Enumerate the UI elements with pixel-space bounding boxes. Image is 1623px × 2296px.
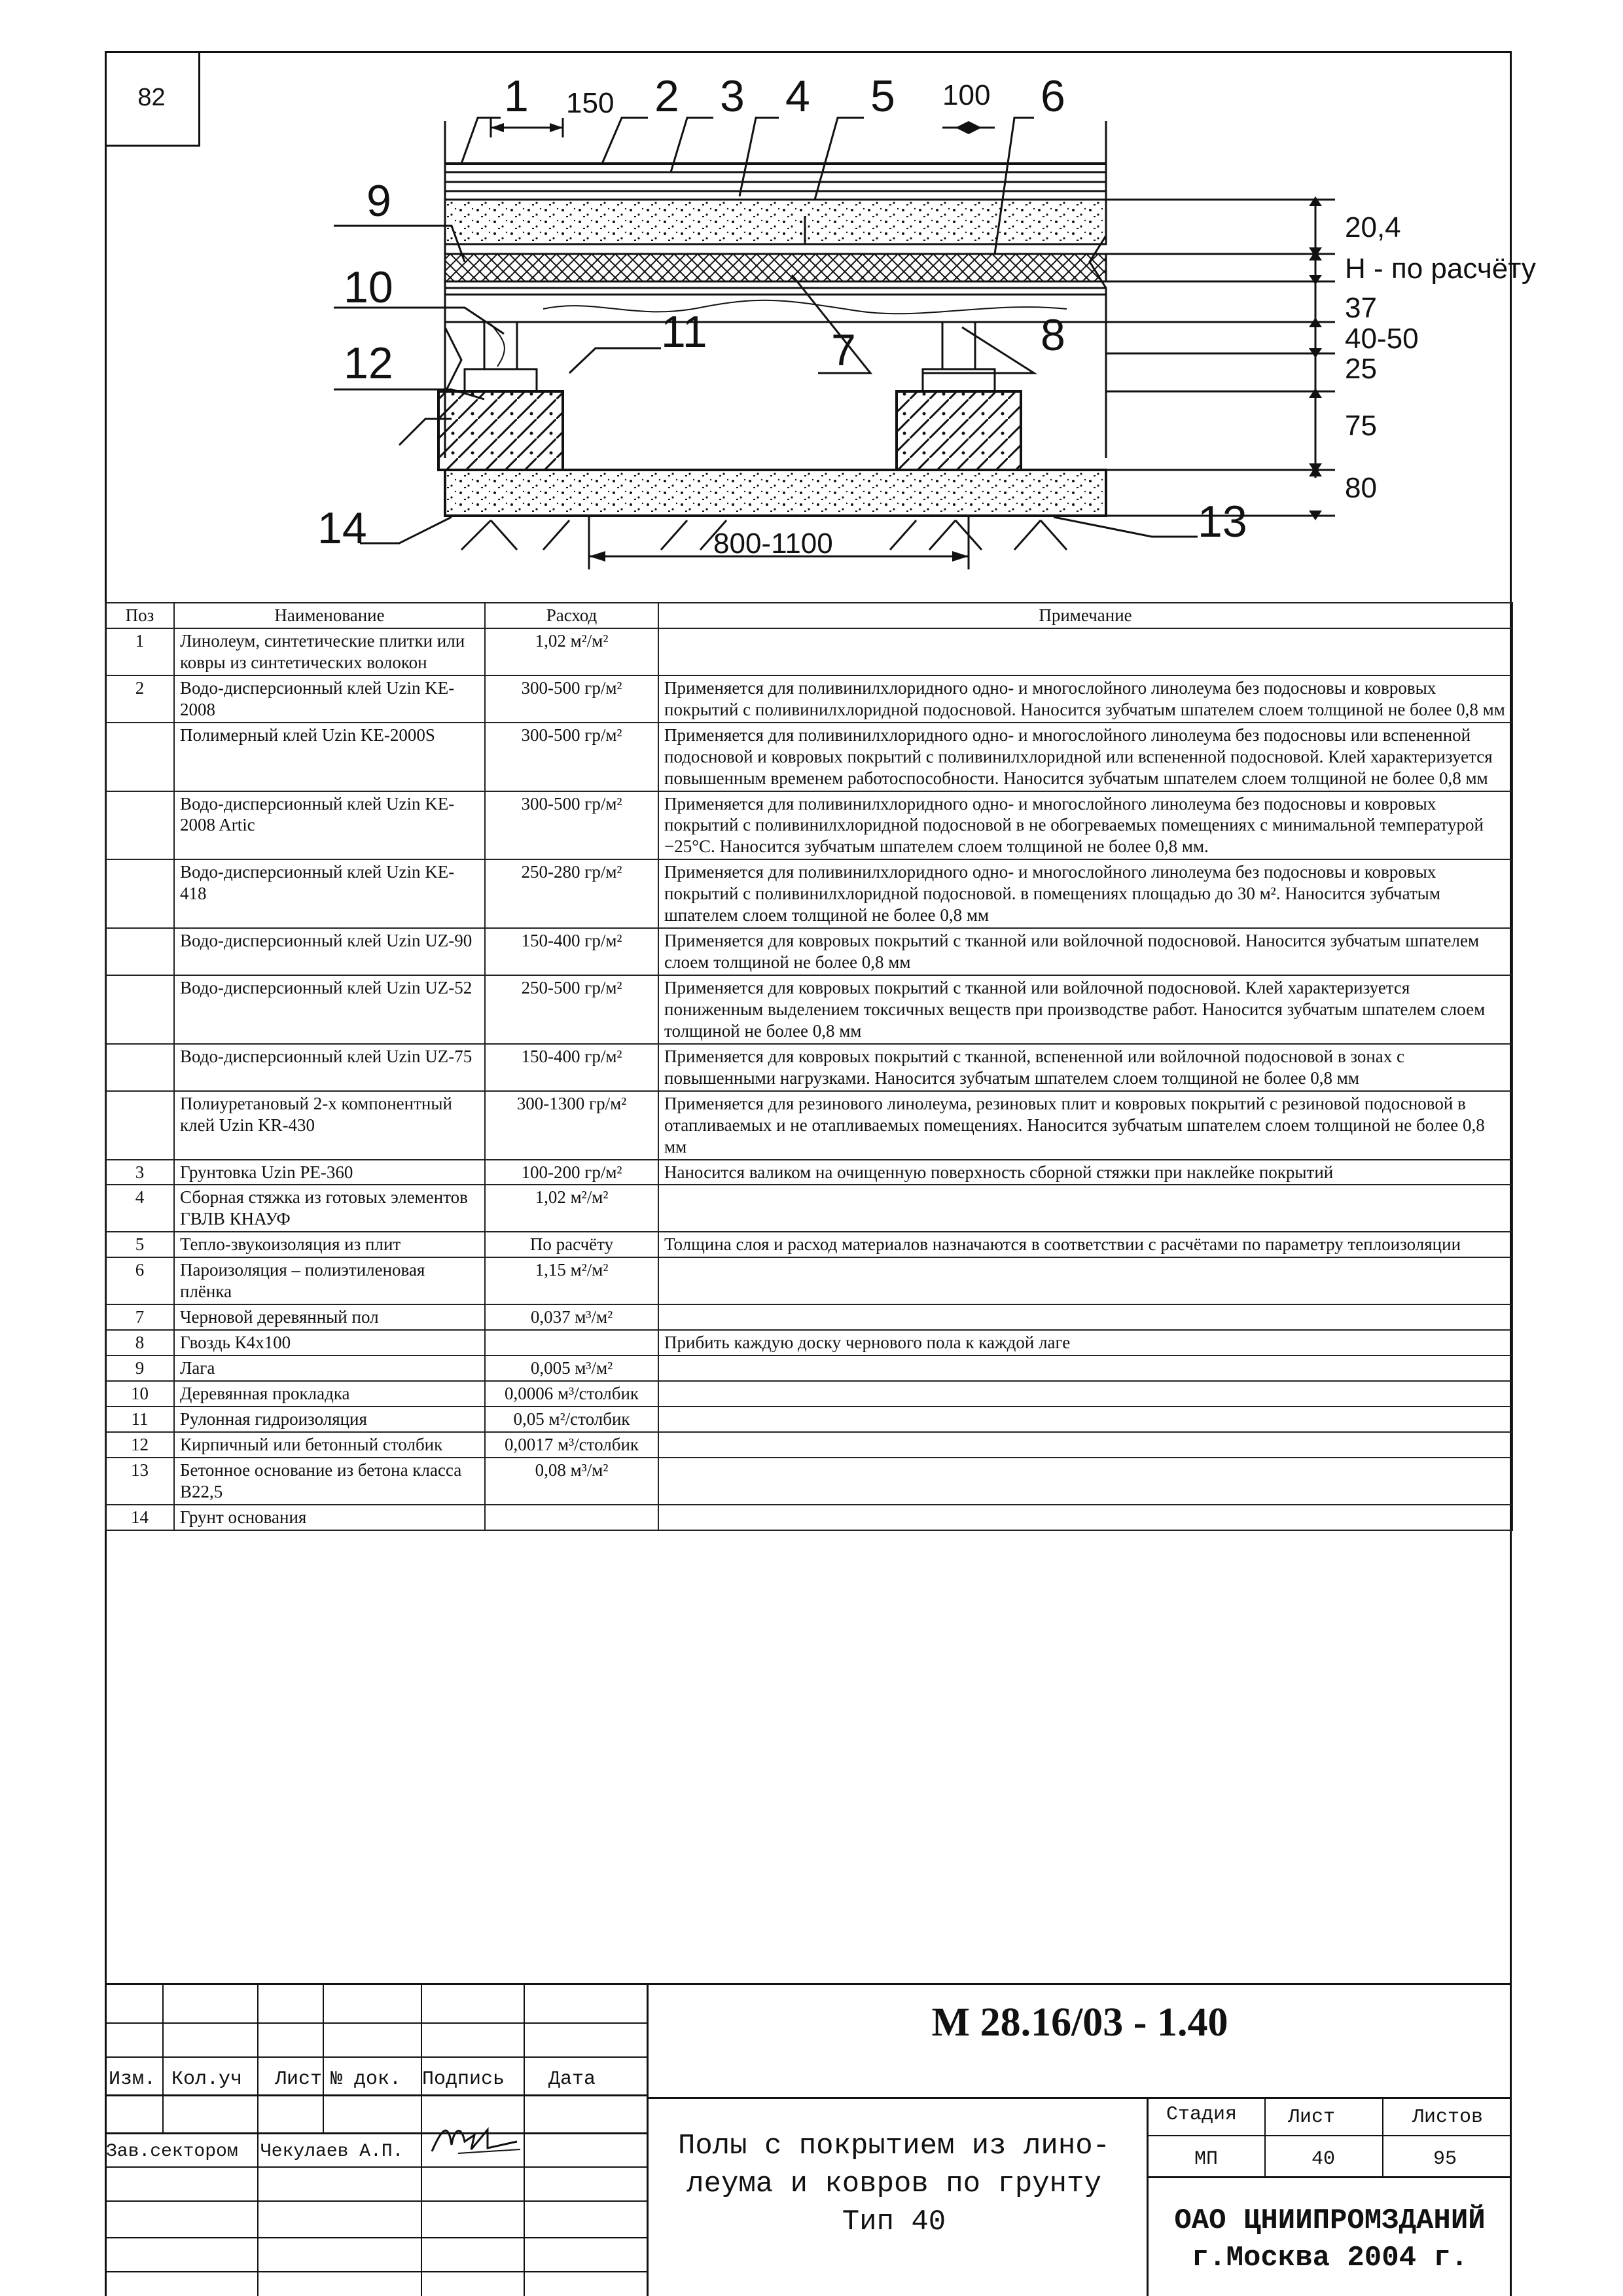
cell-pos: 4 — [105, 1185, 174, 1232]
cell-name: Водо-дисперсионный клей Uzin KE-2008 — [174, 675, 485, 723]
cell-name: Кирпичный или бетонный столбик — [174, 1432, 485, 1458]
stamp-col-date: Дата — [548, 2068, 596, 2090]
cell-consumption: 300-500 гр/м² — [485, 723, 658, 791]
callout-9: 9 — [366, 176, 391, 226]
stamp-row-line — [105, 2056, 648, 2058]
sheet-header: Лист — [1288, 2106, 1336, 2128]
cell-name: Лага — [174, 1355, 485, 1381]
stamp-row-line — [1147, 2176, 1512, 2178]
cell-note: Применяется для поливинилхлоридного одно- и многослойного линолеума без подосновы и ковровых покрытий с поливинилхлоридной подосновой. Наносится зубчатым шпателем слоем толщиной не более 0,8 мм — [658, 675, 1512, 723]
table-row — [105, 1185, 1512, 1232]
organization — [1147, 2202, 1513, 2277]
stamp-col-list: Лист — [275, 2068, 323, 2090]
table-header-row — [105, 603, 1512, 628]
cell-pos: 9 — [105, 1355, 174, 1381]
dim-800-1100: 800-1100 — [713, 528, 833, 560]
cell-pos: 14 — [105, 1505, 174, 1530]
sheets-value: 95 — [1433, 2148, 1457, 2170]
callout-2: 2 — [654, 71, 679, 121]
cell-pos: 3 — [105, 1160, 174, 1185]
table-row — [105, 1232, 1512, 1257]
table-row — [105, 928, 1512, 975]
layer-dim-40-50: 40-50 — [1345, 323, 1419, 355]
table-row — [105, 1257, 1512, 1304]
cell-consumption: 250-500 гр/м² — [485, 975, 658, 1044]
cell-consumption: 150-400 гр/м² — [485, 1044, 658, 1091]
callout-11: 11 — [661, 307, 707, 357]
table-row — [105, 628, 1512, 675]
cell-note: Применяется для резинового линолеума, резиновых плит и ковровых покрытий с резиновой подосновой в отапливаемых и не отапливаемых помещениях. Наносится зубчатым шпателем слоем толщиной не более 0,8 мм — [658, 1091, 1512, 1160]
cell-name: Рулонная гидроизоляция — [174, 1407, 485, 1432]
cell-pos — [105, 859, 174, 928]
stamp-person: Чекулаев А.П. — [260, 2142, 404, 2162]
stamp-col-line — [1264, 2097, 1266, 2177]
cell-name: Грунтовка Uzin PE-360 — [174, 1160, 485, 1185]
callout-6: 6 — [1041, 71, 1065, 121]
dim-100: 100 — [942, 79, 991, 111]
callout-14: 14 — [317, 503, 367, 553]
org-line-1: ОАО ЦНИИПРОМЗДАНИЙ — [1174, 2204, 1486, 2237]
layer-dim-h: Н - по расчёту — [1345, 253, 1536, 285]
table-row — [105, 791, 1512, 860]
cell-note — [658, 1257, 1512, 1304]
cell-pos: 11 — [105, 1407, 174, 1432]
cell-consumption: 0,0006 м³/столбик — [485, 1381, 658, 1407]
cell-consumption: 300-500 гр/м² — [485, 675, 658, 723]
table-row — [105, 1407, 1512, 1432]
cell-note: Применяется для ковровых покрытий с тканной, вспененной или войлочной подосновой в зонах с повышенными нагрузками. Наносится зубчатым шпателем слоем толщиной не более 0,8 мм — [658, 1044, 1512, 1091]
table-row — [105, 1355, 1512, 1381]
callout-5: 5 — [870, 71, 895, 121]
callout-13: 13 — [1198, 497, 1247, 547]
stamp-row-line — [105, 2094, 648, 2096]
cell-consumption: 1,02 м²/м² — [485, 628, 658, 675]
cell-note: Наносится валиком на очищенную поверхность сборной стяжки при наклейке покрытий — [658, 1160, 1512, 1185]
cell-consumption: 1,15 м²/м² — [485, 1257, 658, 1304]
stamp-col-izm: Изм. — [109, 2068, 156, 2090]
title-line-2: леума и ковров по грунту — [687, 2168, 1101, 2201]
layer-dim-25: 25 — [1345, 353, 1377, 385]
callout-7: 7 — [831, 325, 856, 375]
callout-10: 10 — [344, 262, 393, 312]
cell-name: Водо-дисперсионный клей Uzin UZ-75 — [174, 1044, 485, 1091]
page-number: 82 — [105, 51, 200, 147]
callout-1: 1 — [504, 71, 529, 121]
cell-name: Линолеум, синтетические плитки или ковры из синтетических волокон — [174, 628, 485, 675]
table-row — [105, 1505, 1512, 1530]
title-line-3: Тип 40 — [842, 2206, 946, 2239]
document-code: М 28.16/03 - 1.40 — [931, 2000, 1228, 2045]
signature — [425, 2115, 524, 2161]
table-row — [105, 723, 1512, 791]
cell-note: Применяется для ковровых покрытий с тканной или войлочной подосновой. Наносится зубчатым шпателем слоем толщиной не более 0,8 мм — [658, 928, 1512, 975]
stamp-col-kol: Кол.уч — [171, 2068, 243, 2090]
cell-pos: 2 — [105, 675, 174, 723]
cell-pos — [105, 791, 174, 860]
cell-name: Полиуретановый 2-х компонентный клей Uzin KR-430 — [174, 1091, 485, 1160]
cell-name: Водо-дисперсионный клей Uzin KE-418 — [174, 859, 485, 928]
cell-note — [658, 1185, 1512, 1232]
drawing-title — [652, 2127, 1136, 2241]
cell-pos — [105, 975, 174, 1044]
cell-note — [658, 1381, 1512, 1407]
sheets-header: Листов — [1412, 2106, 1484, 2128]
layer-dim-75: 75 — [1345, 410, 1377, 442]
specification-table — [105, 602, 1513, 1531]
table-row — [105, 1044, 1512, 1091]
cell-consumption: 0,0017 м³/столбик — [485, 1432, 658, 1458]
cell-pos: 10 — [105, 1381, 174, 1407]
cell-consumption: 300-500 гр/м² — [485, 791, 658, 860]
cell-pos: 5 — [105, 1232, 174, 1257]
cell-pos: 13 — [105, 1458, 174, 1505]
cell-name: Полимерный клей Uzin KE-2000S — [174, 723, 485, 791]
col-header-name: Наименование — [174, 603, 485, 628]
stamp-col-line — [162, 1983, 164, 2134]
cell-note — [658, 1304, 1512, 1330]
col-header-pos: Поз — [105, 603, 174, 628]
col-header-note: Примечание — [658, 603, 1512, 628]
stamp-row-line — [105, 2271, 648, 2272]
cell-pos — [105, 723, 174, 791]
cell-pos — [105, 1044, 174, 1091]
callout-3: 3 — [720, 71, 745, 121]
cell-consumption: 300-1300 гр/м² — [485, 1091, 658, 1160]
cell-consumption: 0,08 м³/м² — [485, 1458, 658, 1505]
cell-note: Применяется для ковровых покрытий с тканной или войлочной подосновой. Клей характеризуется пониженным выделением токсичных веществ при производстве работ. Наносится зубчатым шпателем слоем толщиной не более 0,8 мм — [658, 975, 1512, 1044]
cell-consumption — [485, 1505, 658, 1530]
callout-8: 8 — [1041, 310, 1065, 360]
cell-pos — [105, 928, 174, 975]
cell-name: Водо-дисперсионный клей Uzin KE-2008 Artic — [174, 791, 485, 860]
cell-name: Водо-дисперсионный клей Uzin UZ-52 — [174, 975, 485, 1044]
table-row — [105, 859, 1512, 928]
callout-12: 12 — [344, 338, 393, 388]
stage-value: МП — [1194, 2148, 1219, 2170]
cell-name: Тепло-звукоизоляция из плит — [174, 1232, 485, 1257]
table-row — [105, 1330, 1512, 1355]
stamp-col-line — [421, 1983, 422, 2296]
col-header-consumption: Расход — [485, 603, 658, 628]
cell-name: Гвоздь К4х100 — [174, 1330, 485, 1355]
stamp-col-line — [323, 1983, 324, 2134]
table-row — [105, 1432, 1512, 1458]
stamp-col-line — [257, 1983, 259, 2296]
cell-pos: 7 — [105, 1304, 174, 1330]
layer-dim-80: 80 — [1345, 472, 1377, 504]
cell-consumption — [485, 1330, 658, 1355]
cell-consumption: 250-280 гр/м² — [485, 859, 658, 928]
cell-name: Грунт основания — [174, 1505, 485, 1530]
cell-note — [658, 1505, 1512, 1530]
stage-header: Стадия — [1166, 2104, 1238, 2126]
cell-note: Применяется для поливинилхлоридного одно- и многослойного линолеума без подосновы или вспененной подосновой и ковровых покрытий с поливинилхлоридной или вспененной подосновой. Клей характеризуется повышенным временем работоспособности. Наносится зубчатым шпателем слоем толщиной не более 0,8 мм — [658, 723, 1512, 791]
cell-pos: 12 — [105, 1432, 174, 1458]
layer-dim-20-4: 20,4 — [1345, 211, 1401, 243]
table-row — [105, 1458, 1512, 1505]
dim-150: 150 — [566, 87, 615, 119]
cell-pos — [105, 1091, 174, 1160]
stamp-row-line — [105, 2166, 648, 2168]
sheet-value: 40 — [1311, 2148, 1336, 2170]
table-row — [105, 1304, 1512, 1330]
stamp-col-doc: № док. — [330, 2068, 402, 2090]
table-row — [105, 1091, 1512, 1160]
cell-note: Прибить каждую доску чернового пола к каждой лаге — [658, 1330, 1512, 1355]
cell-consumption: 150-400 гр/м² — [485, 928, 658, 975]
table-body — [105, 628, 1512, 1530]
cell-note: Толщина слоя и расход материалов назначаются в соответствии с расчётами по параметру теплоизоляции — [658, 1232, 1512, 1257]
stamp-row-line — [105, 2237, 648, 2238]
cell-consumption: 0,037 м³/м² — [485, 1304, 658, 1330]
cell-name: Пароизоляция – полиэтиленовая плёнка — [174, 1257, 485, 1304]
cell-note: Применяется для поливинилхлоридного одно- и многослойного линолеума без подосновы и ковровых покрытий с поливинилхлоридной подосновой. в помещениях площадью до 30 м². Наносится зубчатым шпателем слоем толщиной не более 0,8 мм — [658, 859, 1512, 928]
table-row — [105, 975, 1512, 1044]
floor-section-drawing — [203, 65, 1538, 589]
cell-name: Деревянная прокладка — [174, 1381, 485, 1407]
cell-consumption: По расчёту — [485, 1232, 658, 1257]
cell-name: Бетонное основание из бетона класса В22,5 — [174, 1458, 485, 1505]
layer-dim-37: 37 — [1345, 292, 1377, 324]
cell-note — [658, 1432, 1512, 1458]
stamp-col-sign: Подпись — [422, 2068, 505, 2090]
table-row — [105, 675, 1512, 723]
cell-pos: 6 — [105, 1257, 174, 1304]
title-line-1: Полы с покрытием из лино- — [677, 2130, 1111, 2162]
cell-name: Черновой деревянный пол — [174, 1304, 485, 1330]
cell-note — [658, 628, 1512, 675]
stamp-col-line — [524, 1983, 525, 2296]
cell-name: Сборная стяжка из готовых элементов ГВЛВ КНАУФ — [174, 1185, 485, 1232]
cell-consumption: 100-200 гр/м² — [485, 1160, 658, 1185]
cell-pos: 1 — [105, 628, 174, 675]
callout-4: 4 — [785, 71, 810, 121]
stamp-row-line — [105, 2200, 648, 2202]
cell-consumption: 0,005 м³/м² — [485, 1355, 658, 1381]
cell-note — [658, 1355, 1512, 1381]
cell-note — [658, 1458, 1512, 1505]
stamp-row-line — [105, 2132, 648, 2134]
cell-name: Водо-дисперсионный клей Uzin UZ-90 — [174, 928, 485, 975]
stamp-row-line — [105, 2022, 648, 2024]
stamp-role: Зав.сектором — [106, 2142, 238, 2162]
table-row — [105, 1160, 1512, 1185]
cell-consumption: 1,02 м²/м² — [485, 1185, 658, 1232]
stamp-row-line — [1147, 2135, 1512, 2136]
stamp-col-line — [1382, 2097, 1383, 2177]
cell-pos: 8 — [105, 1330, 174, 1355]
table-row — [105, 1381, 1512, 1407]
cell-note: Применяется для поливинилхлоридного одно- и многослойного линолеума без подосновы и ковровых покрытий с поливинилхлоридной подосновой в не обогреваемых помещениях с минимальной температурой −25°С. Наносится зубчатым шпателем слоем толщиной не более 0,8 мм. — [658, 791, 1512, 860]
cell-note — [658, 1407, 1512, 1432]
org-line-2: г.Москва 2004 г. — [1191, 2242, 1469, 2275]
cell-consumption: 0,05 м²/столбик — [485, 1407, 658, 1432]
